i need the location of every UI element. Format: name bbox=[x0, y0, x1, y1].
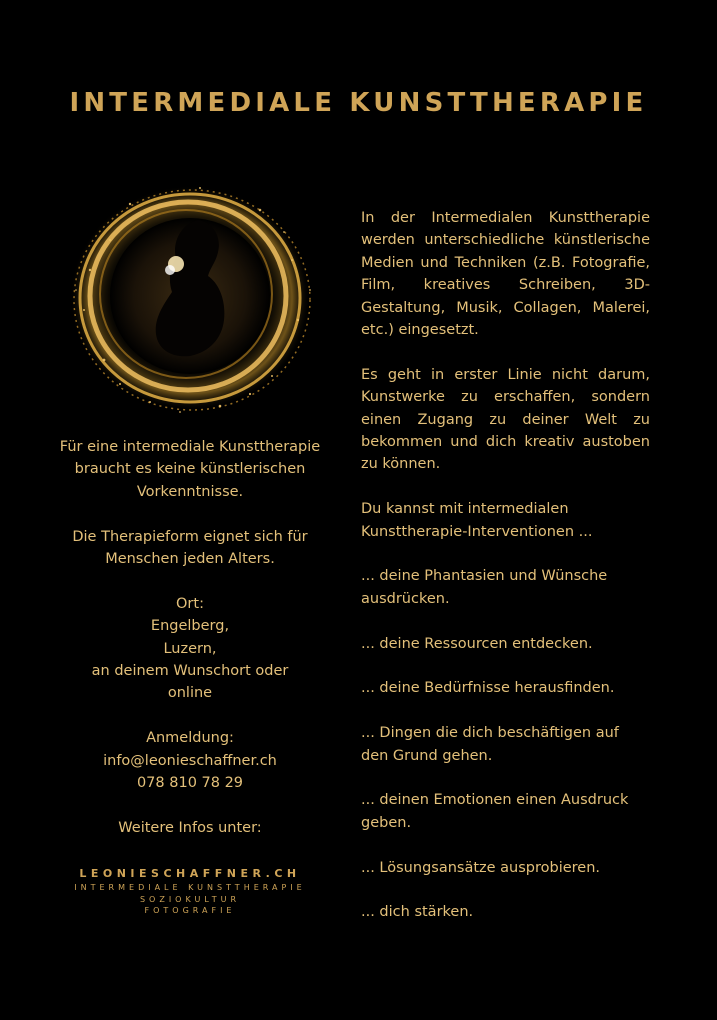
more-info-label: Weitere Infos unter: bbox=[118, 819, 262, 836]
list-item: ... Dingen die dich beschäftigen auf den Grund gehen. bbox=[361, 725, 619, 764]
page-title: INTERMEDIALE KUNSTTHERAPIE bbox=[69, 88, 648, 118]
left-column bbox=[40, 436, 340, 839]
list-item: ... deine Ressourcen entdecken. bbox=[361, 635, 593, 652]
location-line: Luzern, bbox=[163, 640, 217, 657]
brand-subline: SOZIOKULTUR bbox=[139, 894, 241, 904]
description-paragraph: In der Intermedialen Kunsttherapie werden unterschiedliche künstlerische Medien und Techniken (z.B. Fotografie, Film, kreatives Schreiben, 3D-Gestaltung, Musik, Collagen, Malerei, etc.) eingesetzt. bbox=[361, 210, 650, 339]
intro-line: Vorkenntnisse. bbox=[136, 483, 244, 500]
website-link[interactable]: LEONIESCHAFFNER.CH bbox=[79, 867, 301, 880]
audience-line: Menschen jeden Alters. bbox=[105, 551, 275, 568]
location-line: online bbox=[167, 685, 213, 702]
brand-subline: INTERMEDIALE KUNSTTHERAPIE bbox=[74, 883, 306, 892]
right-column bbox=[361, 207, 650, 924]
phone-number[interactable]: 078 810 78 29 bbox=[136, 775, 244, 792]
intro-line: braucht es keine künstlerischen bbox=[74, 461, 306, 478]
intro-line: Für eine intermediale Kunsttherapie bbox=[59, 439, 321, 455]
brand-logo bbox=[40, 866, 340, 917]
purpose-paragraph: Es geht in erster Linie nicht darum, Kunstwerke zu erschaffen, sondern einen Zugang zu deiner Welt zu bekommen und dich kreativ austoben zu können. bbox=[361, 366, 650, 473]
list-item: ... deine Phantasien und Wünsche ausdrücken. bbox=[361, 568, 608, 607]
location-heading: Ort: bbox=[176, 595, 204, 612]
list-item: ... dich stärken. bbox=[361, 904, 474, 921]
registration-heading: Anmeldung: bbox=[146, 730, 234, 747]
golden-ring-emblem bbox=[60, 180, 320, 420]
audience-line: Die Therapieform eignet sich für bbox=[72, 528, 308, 545]
brand-subline: FOTOGRAFIE bbox=[144, 906, 236, 915]
location-line: an deinem Wunschort oder bbox=[91, 663, 289, 680]
list-item: ... deinen Emotionen einen Ausdruck geben. bbox=[361, 792, 629, 831]
interventions-intro: Du kannst mit intermedialen bbox=[361, 501, 569, 518]
list-item: ... deine Bedürfnisse herausfinden. bbox=[361, 680, 615, 697]
email-link[interactable]: info@leonieschaffner.ch bbox=[103, 752, 277, 769]
interventions-intro: Kunsttherapie-Interventionen ... bbox=[361, 523, 593, 540]
location-line: Engelberg, bbox=[150, 618, 230, 635]
list-item: ... Lösungsansätze ausprobieren. bbox=[361, 859, 601, 876]
